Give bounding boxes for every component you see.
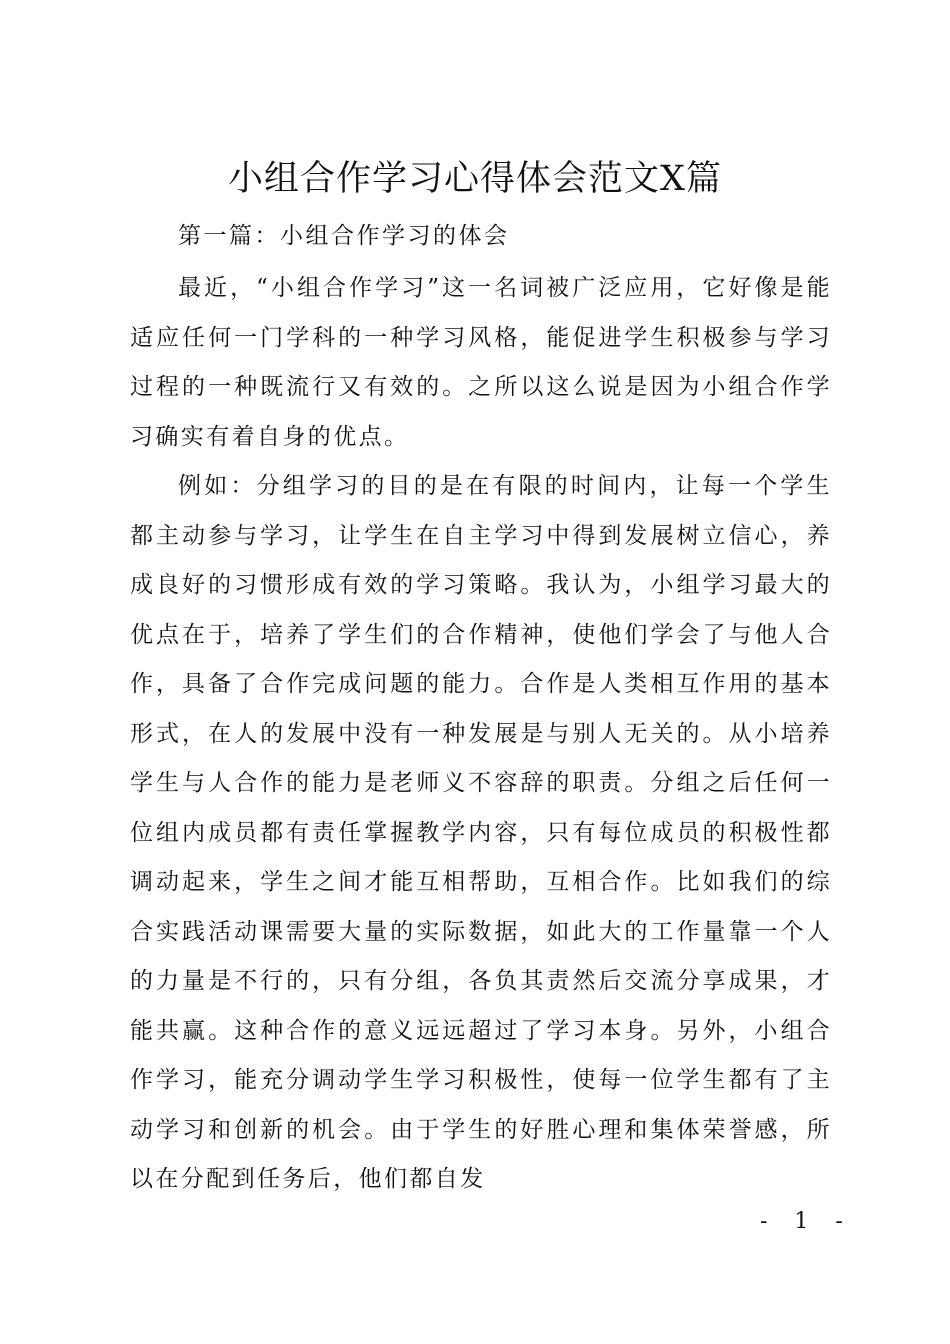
section-heading: 第一篇：小组合作学习的体会 [178, 223, 510, 249]
paragraph: 最近，“小组合作学习”这一名词被广泛应用，它好像是能适应任何一门学科的一种学习风格，能促进学生积极参与学习过程的一种既流行又有效的。之所以这么说是因为小组合作学习确实有着自身的优点。 [130, 275, 832, 450]
page-number: - 1 - [760, 1209, 853, 1234]
document-title: 小组合作学习心得体会范文X篇 [228, 159, 722, 199]
paragraph: 例如：分组学习的目的是在有限的时间内，让每一个学生都主动参与学习，让学生在自主学习中得到发展树立信心，养成良好的习惯形成有效的学习策略。我认为，小组学习最大的优点在于，培养了学生们的合作精神，使他们学会了与他人合作，具备了合作完成问题的能力。合作是人类相互作用的基本形式，在人的发展中没有一种发展是与别人无关的。从小培养学生与人合作的能力是老师义不容辞的职责。分组之后任何一位组内成员都有责任掌握教学内容，只有每位成员的积极性都调动起来，学生之间才能互相帮助，互相合作。比如我们的综合实践活动课需要大量的实际数据，如此大的工作量靠一个人的力量是不行的，只有分组，各负其责然后交流分享成果，才能共赢。这种合作的意义远远超过了学习本身。另外，小组合作学习，能充分调动学生学习积极性，使每一位学生都有了主动学习和创新的机会。由于学生的好胜心理和集体荣誉感，所以在分配到任务后，他们都自发 [130, 473, 832, 1192]
